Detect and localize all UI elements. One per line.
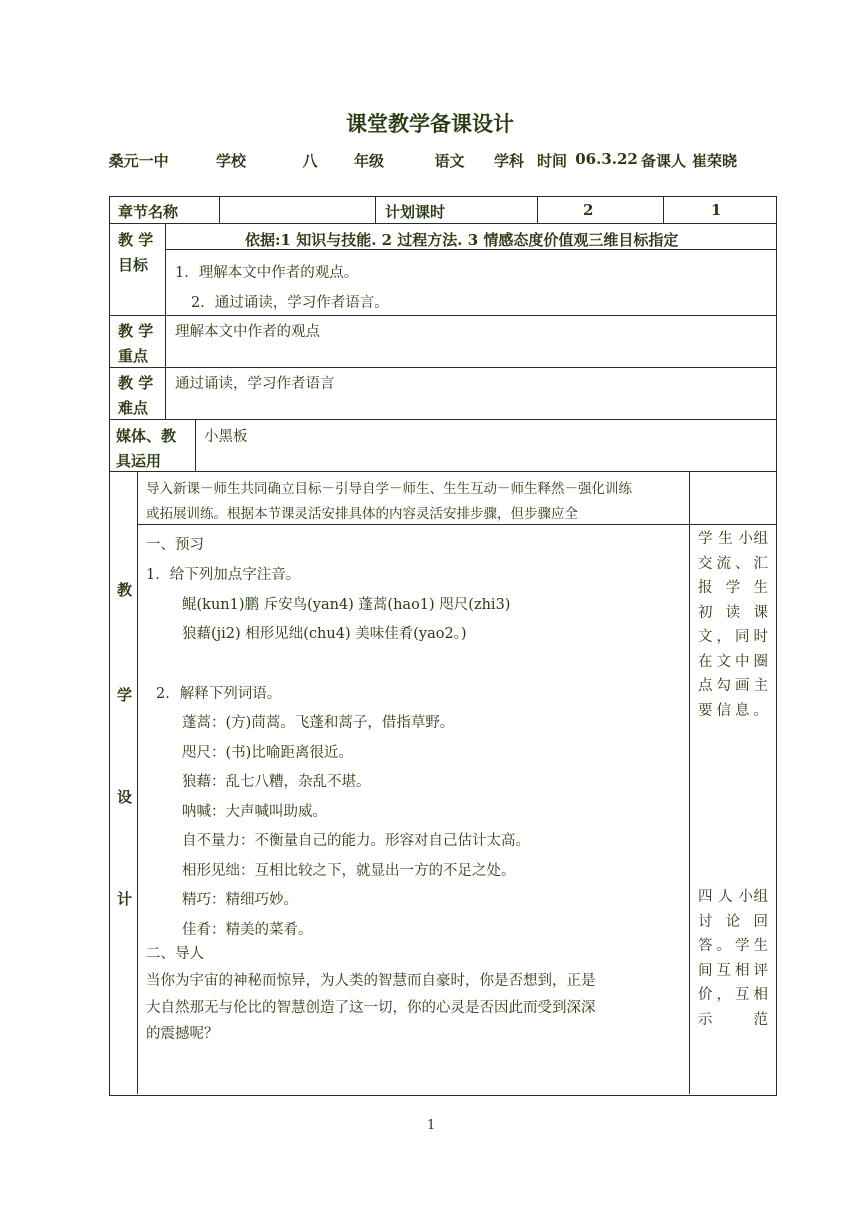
flow-line-1: 导入新课－师生共同确立目标－引导自学－师生、生生互动－师生释然－强化训练 [146, 481, 632, 497]
intro-line-3: 的震撼呢？ [146, 1026, 219, 1042]
side-note-2: 四 人 小组讨论回答。学生间互相评价，互相示范 [698, 889, 768, 1028]
time-value: 06.3.22 [575, 150, 638, 168]
intro-line-2: 大自然那无与伦比的智慧创造了这一切，你的心灵是否因此而受到深深 [146, 1000, 596, 1016]
definition-item: 呐喊：大声喊叫助威。 [182, 804, 327, 820]
question-1: 1．给下列加点字注音。 [146, 567, 301, 583]
goals-basis: 依据:1 知识与技能. 2 过程方法. 3 情感态度价值观三维目标指定 [245, 231, 679, 249]
difficulty-value: 通过诵读，学习作者语言 [175, 376, 335, 392]
page-number: 1 [427, 1118, 436, 1133]
definition-item: 相形见绌：互相比较之下，就显出一方的不足之处。 [182, 863, 516, 879]
preparer-value: 崔荣晓 [692, 152, 738, 170]
school-value: 桑元一中 [108, 152, 169, 170]
definition-item: 佳肴：精美的菜肴。 [182, 922, 313, 938]
definition-item: 自不量力：不衡量自己的能力。形容对自己估计太高。 [182, 833, 530, 849]
current-hour-value: 1 [711, 201, 722, 219]
grade-value: 八 [302, 152, 318, 170]
difficulty-label-line1: 教 学 [118, 374, 154, 392]
design-char-2: 学 [117, 686, 133, 704]
subject-value: 语文 [434, 152, 465, 170]
section-introduction: 二、导人 [146, 946, 204, 962]
design-char-3: 设 [117, 788, 133, 806]
definition-item: 咫尺：(书)比喻距离很近。 [182, 745, 353, 761]
definition-item: 蓬蒿：(方)茼蒿。飞蓬和蒿子，借指草野。 [182, 715, 455, 731]
focus-label-line1: 教 学 [118, 322, 154, 340]
design-char-4: 计 [117, 890, 133, 908]
goal-2: 2．通过诵读，学习作者语言。 [191, 295, 389, 311]
definition-item: 精巧：精细巧妙。 [182, 892, 298, 908]
chapter-label: 章节名称 [118, 203, 179, 221]
pinyin-row-1: 鲲(kun1)鹏 斥安鸟(yan4) 蓬蒿(hao1) 咫尺(zhi3) [182, 597, 511, 613]
focus-label-line2: 重点 [118, 347, 149, 365]
goals-label-line1: 教 学 [118, 231, 154, 249]
design-char-1: 教 [117, 581, 133, 599]
intro-line-1: 当你为宇宙的神秘而惊异，为人类的智慧而自豪时，你是否想到，正是 [146, 973, 596, 989]
time-label: 时间 [537, 152, 568, 170]
school-label: 学校 [216, 152, 247, 170]
pinyin-row-2: 狼藉(ji2) 相形见绌(chu4) 美味佳肴(yao2。) [182, 626, 467, 642]
page-title: 课堂教学备课设计 [346, 111, 514, 136]
grade-label: 年级 [354, 152, 385, 170]
planned-hours-label: 计划课时 [385, 203, 446, 221]
media-label-line2: 具运用 [116, 452, 162, 470]
definition-item: 狼藉：乱七八糟，杂乱不堪。 [182, 774, 371, 790]
preparer-label: 备课人 [641, 152, 687, 170]
subject-label: 学科 [494, 152, 525, 170]
question-2: 2．解释下列词语。 [156, 686, 282, 702]
goal-1: 1．理解本文中作者的观点。 [175, 265, 359, 281]
goals-label-line2: 目标 [118, 256, 149, 274]
flow-line-2: 或拓展训练。根据本节课灵活安排具体的内容灵活安排步骤，但步骤应全 [146, 506, 578, 522]
media-label-line1: 媒体、教 [116, 427, 177, 445]
difficulty-label-line2: 难点 [118, 399, 149, 417]
section-preview: 一、预习 [146, 537, 204, 553]
focus-value: 理解本文中作者的观点 [175, 324, 320, 340]
planned-hours-value: 2 [583, 201, 594, 219]
side-note-1: 学 生 小组交流、汇报 学 生 初读课文，同时在文中圈点勾画主要信息。 [698, 531, 768, 719]
media-value: 小黑板 [204, 429, 248, 445]
